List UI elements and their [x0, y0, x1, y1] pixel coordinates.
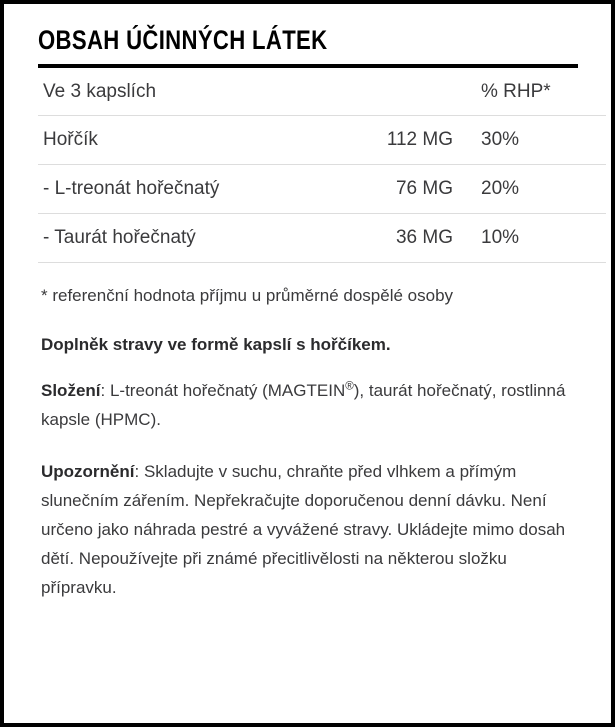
table-header-row — [38, 68, 606, 116]
warning-text: Skladujte v suchu, chraňte před vlhkem a přímým slunečním zářením. Nepřekračujte doporučenou denní dávku. Není určeno jako náhrada pestré a vyvážené stravy. Ukládejte mimo dosah dětí. Nepoužívejte při známé přecitlivělosti na některou složku přípravku. — [41, 461, 566, 598]
column-header-percent: % RHP* — [453, 68, 606, 116]
reference-intake-footnote: * referenční hodnota příjmu u průměrné dospělé osoby — [41, 286, 454, 306]
nutrient-percent: 10% — [453, 214, 606, 263]
ingredients-text-after-trademark: ), taurát hořečnatý, rostlinná kapsle (HPMC). — [41, 381, 566, 430]
warning-paragraph — [41, 457, 581, 603]
nutrient-name: - Taurát hořečnatý — [38, 214, 343, 263]
nutrient-percent: 30% — [453, 116, 606, 165]
supplement-form-statement: Doplněk stravy ve formě kapslí s hořčíkem. — [41, 334, 391, 354]
nutrient-amount: 76 MG — [343, 165, 453, 214]
ingredients-text-before-trademark: L-treonát hořečnatý (MAGTEIN — [109, 381, 346, 401]
ingredients-label: Složení — [41, 381, 101, 401]
table-row — [38, 165, 606, 214]
nutrient-name: - L-treonát hořečnatý — [38, 165, 343, 214]
table-body — [38, 68, 606, 263]
column-header-serving: Ve 3 kapslích — [38, 68, 343, 116]
table-row — [38, 214, 606, 263]
registered-trademark-icon: ® — [345, 380, 354, 393]
nutrient-percent: 20% — [453, 165, 606, 214]
warning-separator: : — [134, 461, 144, 481]
panel-inner — [4, 4, 611, 603]
nutrient-amount: 112 MG — [343, 116, 453, 165]
nutrient-amount: 36 MG — [343, 214, 453, 263]
warning-label: Upozornění — [41, 461, 135, 481]
page-title: OBSAH ÚČINNÝCH LÁTEK — [38, 25, 328, 55]
ingredients-paragraph — [41, 376, 581, 434]
column-header-amount — [343, 68, 453, 116]
ingredients-separator: : — [100, 381, 110, 401]
nutrition-facts-table — [38, 68, 606, 263]
nutrient-name: Hořčík — [38, 116, 343, 165]
table-row — [38, 116, 606, 165]
